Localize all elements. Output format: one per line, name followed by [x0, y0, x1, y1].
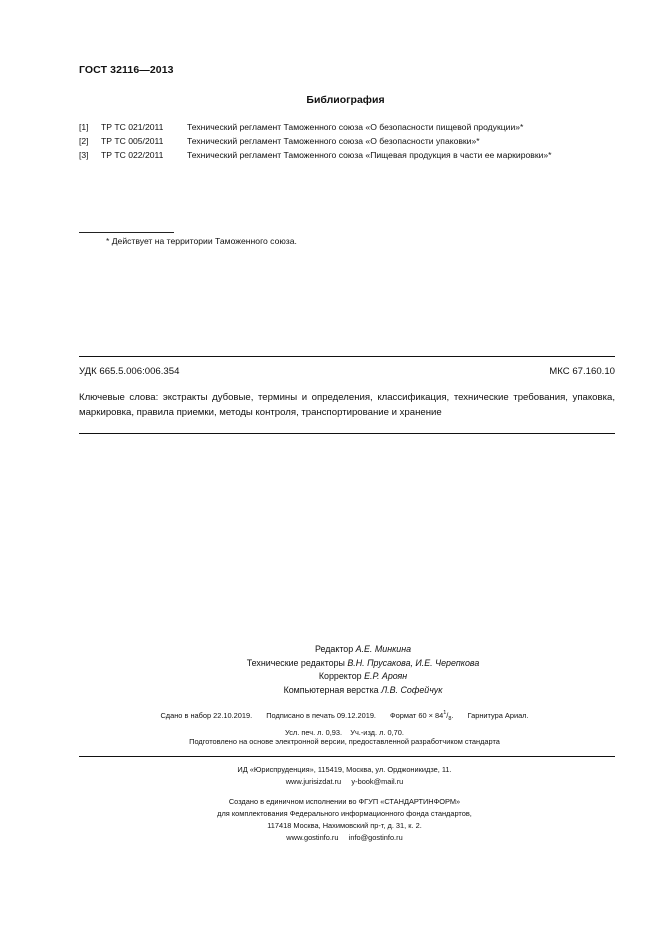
print-info: [0, 707, 661, 739]
credit-tech-editors: Технические редакторы В.Н. Прусакова, И.Е. Черепкова: [246, 657, 480, 668]
bibliography-item-code: ТР ТС 022/2011: [101, 150, 164, 160]
document-code: ГОСТ 32116—2013: [79, 64, 174, 76]
producer-email-link[interactable]: info@gostinfo.ru: [348, 833, 403, 842]
credit-corrector: Корректор Е.Р. Ароян: [318, 671, 408, 681]
print-info-line-1: Сдано в набор 22.10.2019. Подписано в печать 09.12.2019. Формат $60 \times 84^1/_8$. Гарнитура Ариал.: [160, 710, 529, 722]
print-format: Формат $60 \times 84^1/_8$.: [390, 710, 454, 722]
footnote-divider: [79, 232, 174, 233]
udk-code: УДК 665.5.006:006.354: [79, 366, 180, 377]
keywords: Ключевые слова: экстракты дубовые, термины и определения, классификация, технические требования, упаковка, маркировка, правила приемки, методы контроля, транспортирование и хранение: [79, 392, 615, 418]
producer-contacts: [28, 832, 661, 844]
footnote: * Действует на территории Таможенного союза.: [106, 236, 297, 246]
credit-layout: Компьютерная верстка Л.В. Софейчук: [283, 684, 443, 695]
publisher-contacts: [28, 776, 661, 788]
bibliography-item-code: ТР ТС 021/2011: [101, 122, 164, 132]
bibliography-item-number: [2]: [79, 136, 89, 146]
publisher-email-link[interactable]: y-book@mail.ru: [351, 777, 404, 786]
prepared-note: Подготовлено на основе электронной версии, предоставленной разработчиком стандарта: [189, 737, 500, 746]
bibliography-item-number: [1]: [79, 122, 89, 132]
bibliography-item: [79, 134, 552, 148]
credits-block: [0, 643, 661, 697]
producer-block: Создано в единичном исполнении во ФГУП «СТАНДАРТИНФОРМ» для комплектования Федерального информационного фонда стандартов, 117418 Москва, Нахимовский пр-т, д. 31, к. 2. www.gostinfo.ru info@gostinfo.ru: [0, 796, 661, 844]
publisher-address: ИД «Юриспруденция», 115419, Москва, ул. Орджоникидзе, 11.: [237, 765, 452, 774]
print-info-line-2: Усл. печ. л. 0,93. Уч.-изд. л. 0,70.: [285, 728, 404, 737]
mks-code: МКС 67.160.10: [549, 366, 615, 377]
publisher-site-link[interactable]: www.jurisizdat.ru: [285, 777, 342, 786]
section-divider-bottom: [79, 433, 615, 434]
publisher-divider: [79, 756, 615, 757]
bibliography-list: [79, 120, 552, 162]
producer-site-link[interactable]: www.gostinfo.ru: [286, 833, 339, 842]
publisher-block: [0, 764, 661, 788]
bibliography-item-text: Технический регламент Таможенного союза «О безопасности пищевой продукции»*: [187, 122, 524, 132]
bibliography-item-text: Технический регламент Таможенного союза «Пищевая продукция в части ее маркировки»*: [187, 150, 552, 160]
section-divider-top: [79, 356, 615, 357]
bibliography-item-text: Технический регламент Таможенного союза «О безопасности упаковки»*: [187, 136, 480, 146]
bibliography-item-number: [3]: [79, 150, 89, 160]
bibliography-item: [79, 148, 552, 162]
bibliography-title: Библиография: [306, 94, 385, 106]
credit-editor: Редактор А.Е. Минкина: [314, 644, 412, 654]
bibliography-item-code: ТР ТС 005/2011: [101, 136, 164, 146]
bibliography-item: [79, 120, 552, 134]
